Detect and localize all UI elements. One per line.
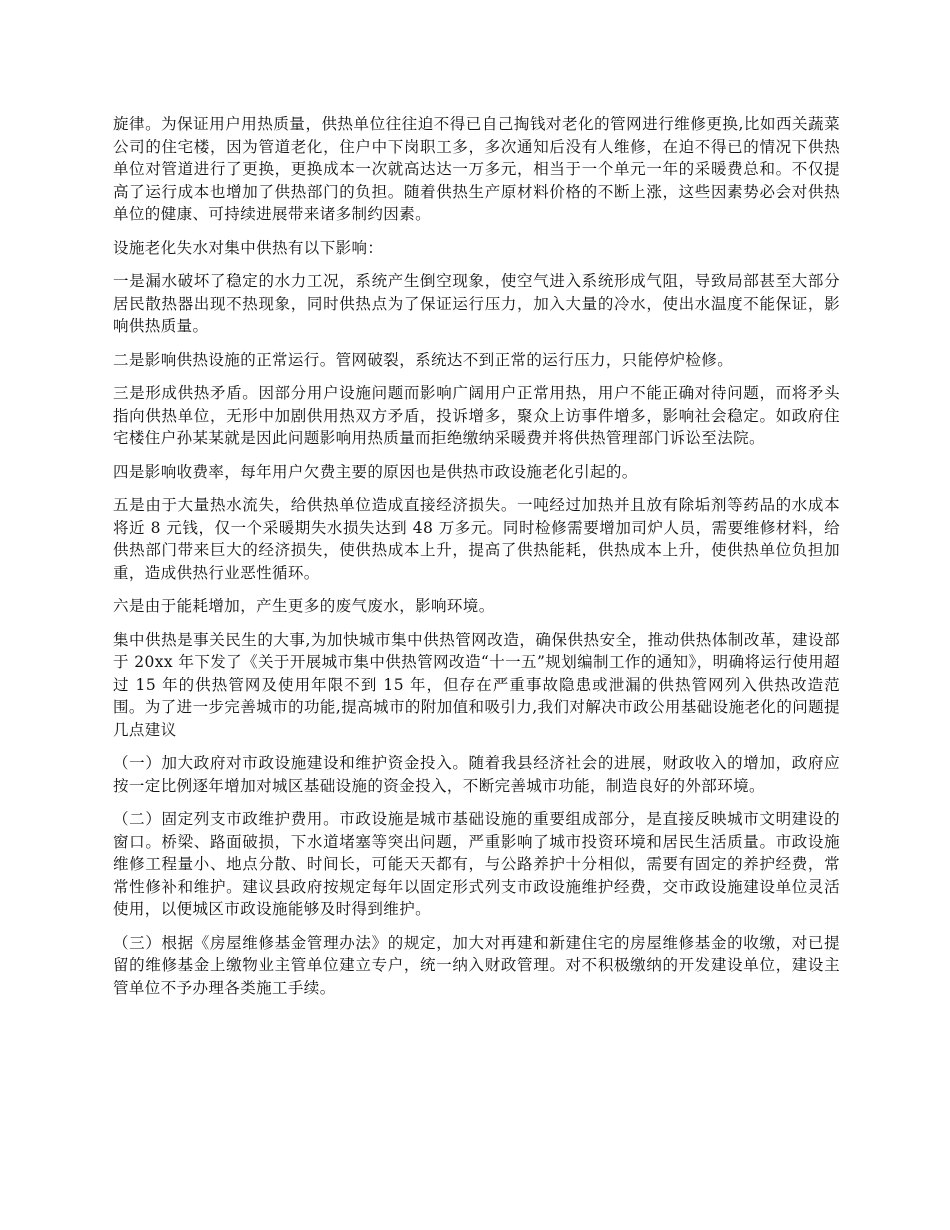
paragraph-9: 集中供热是事关民生的大事,为加快城市集中供热管网改造，确保供热安全，推动供热体制改革，建设部于 20xx 年下发了《关于开展城市集中供热管网改造“十一五”规划编制工作的通知》，明确将运行使用超过 15 年的供热管网及使用年限不到 15 年，但存在严重事故隐患或泄漏的供热管网列入供热改造范围。为了进一步完善城市的功能,提高城市的附加值和吸引力,我们对解决市政公用基础设施老化的问题提几点建议: [113, 630, 840, 739]
paragraph-2: 设施老化失水对集中供热有以下影响：: [113, 238, 384, 257]
paragraph-8: 六是由于能耗增加，产生更多的废气废水，影响环境。: [113, 597, 495, 615]
paragraph-1: 旋律。为保证用户用热质量，供热单位往往迫不得已自己掏钱对老化的管网进行维修更换,比如西关蔬菜公司的住宅楼，因为管道老化，住户中下岗职工多，多次通知后没有人维修，在迫不得已的情况下供热单位对管道进行了更换，更换成本一次就高达达一万多元，相当于一个单元一年的采暖费总和。不仅提高了运行成本也增加了供热部门的负担。随着供热生产原材料价格的不断上涨，这些因素势必会对供热单位的健康、可持续进展带来诸多制约因素。: [113, 115, 840, 223]
paragraph-6: 四是影响收费率，每年用户欠费主要的原因也是供热市政设施老化引起的。: [113, 462, 638, 481]
paragraph-7: 五是由于大量热水流失，给供热单位造成直接经济损失。一吨经过加热并且放有除垢剂等药品的水成本将近 8 元钱，仅一个采暖期失水损失达到 48 万多元。同时检修需要增加司炉人员，需要维修材料，给供热部门带来巨大的经济损失，使供热成本上升，提高了供热能耗，供热成本上升，使供热单位负担加重，造成供热行业恶性循环。: [113, 496, 840, 582]
paragraph-5: 三是形成供热矛盾。因部分用户设施问题而影响广阔用户正常用热，用户不能正确对待问题，而将矛头指向供热单位，无形中加剧供用热双方矛盾，投诉增多，聚众上访事件增多，影响社会稳定。如政府住宅楼住户孙某某就是因此问题影响用热质量而拒绝缴纳采暖费并将供热管理部门诉讼至法院。: [113, 384, 840, 447]
paragraph-10: （一）加大政府对市政设施建设和维护资金投入。随着我县经济社会的进展，财政收入的增加，政府应按一定比例逐年增加对城区基础设施的资金投入，不断完善城市功能，制造良好的外部环境。: [113, 754, 840, 795]
document-body: [113, 113, 840, 1010]
paragraph-3: 一是漏水破坏了稳定的水力工况，系统产生倒空现象，使空气进入系统形成气阻，导致局部甚至大部分居民散热器出现不热现象，同时供热点为了保证运行压力，加入大量的冷水，使出水温度不能保证，影响供热质量。: [113, 272, 840, 335]
paragraph-4: 二是影响供热设施的正常运行。管网破裂，系统达不到正常的运行压力，只能停炉检修。: [113, 350, 734, 369]
paragraph-12: （三）根据《房屋维修基金管理办法》的规定，加大对再建和新建住宅的房屋维修基金的收缴，对已提留的维修基金上缴物业主管单位建立专户，统一纳入财政管理。对不积极缴纳的开发建设单位，建设主管单位不予办理各类施工手续。: [113, 933, 840, 997]
paragraph-11: （二）固定列支市政维护费用。市政设施是城市基础设施的重要组成部分，是直接反映城市文明建设的窗口。桥梁、路面破损，下水道堵塞等突出问题，严重影响了城市投资环境和居民生活质量。市政设施维修工程量小、地点分散、时间长，可能天天都有，与公路养护十分相似，需要有固定的养护经费，常常性修补和维护。建议县政府按规定每年以固定形式列支市政设施维护经费，交市政设施建设单位灵活使用，以便城区市政设施能够及时得到维护。: [113, 810, 840, 918]
